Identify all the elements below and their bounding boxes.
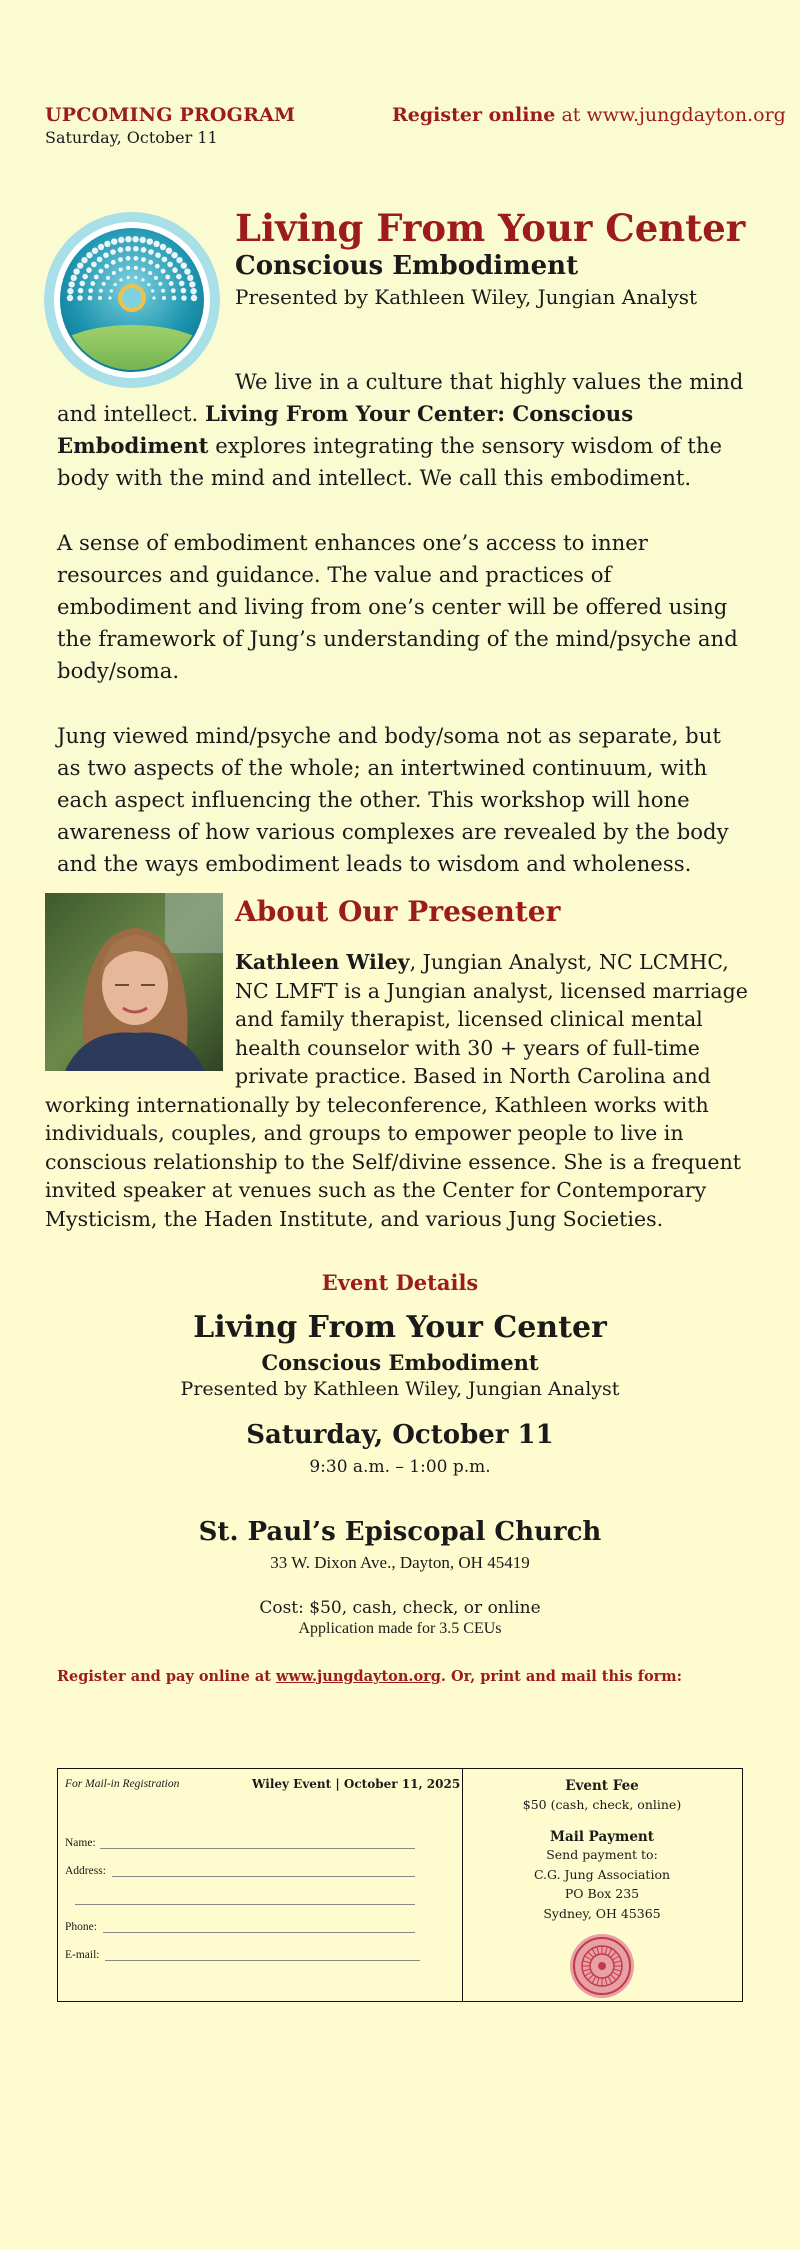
program-label: UPCOMING PROGRAM	[45, 104, 296, 126]
intro-paragraph-2: A sense of embodiment enhances one’s access to inner resources and guidance. The value and practices of embodiment and living from one’s center will be offered using the framework of Jung’s understanding of the mind/psyche and body/soma.	[57, 530, 738, 683]
register-link[interactable]: www.jungdayton.org	[276, 1668, 441, 1685]
email-line[interactable]	[105, 1960, 420, 1961]
address-line[interactable]	[112, 1876, 415, 1877]
event-venue: St. Paul’s Episcopal Church	[198, 1517, 602, 1547]
program-description	[57, 366, 747, 913]
payment-panel	[463, 1769, 741, 2001]
mail-line: Send payment to:	[546, 1847, 658, 1862]
center-logo	[42, 210, 222, 390]
event-date: Saturday, October 11	[246, 1420, 554, 1450]
event-presenter: Presented by Kathleen Wiley, Jungian Analyst	[180, 1378, 620, 1400]
program-title-block	[235, 208, 745, 309]
event-details-label: Event Details	[321, 1270, 479, 1295]
program-subtitle: Conscious Embodiment	[235, 250, 579, 281]
mail-line: Sydney, OH 45365	[543, 1905, 661, 1921]
program-title: Living From Your Center	[235, 206, 746, 250]
phone-line[interactable]	[103, 1932, 415, 1933]
association-seal-icon	[569, 1933, 635, 1999]
event-time: 9:30 a.m. – 1:00 p.m.	[309, 1457, 491, 1477]
intro-bold-title: Living From Your Center: Conscious Embodiment	[57, 401, 634, 458]
intro-paragraph-1: We live in a culture that highly values the mind and intellect. Living From Your Center: Conscious Embodiment explores integrating the sensory wisdom of the body with the mind and intellect. We call this embodiment.	[57, 369, 744, 490]
header-date: Saturday, October 11	[45, 128, 218, 147]
form-fields-panel	[58, 1769, 463, 2001]
name-line[interactable]	[100, 1848, 415, 1849]
register-url: at www.jungdayton.org	[555, 104, 786, 126]
presenter-bio-text: , Jungian Analyst, NC LCMHC, NC LMFT is a Jungian analyst, licensed marriage and family therapist, licensed clinical mental health counselor with 30 + years of full-time private practice. Based in North Carolina and working internationally by teleconference, Kathleen works with individuals, couples, and groups to empower people to live in conscious relationship to the Self/divine essence. She is a frequent invited speaker at venues such as the Center for Contemporary Mysticism, the Haden Institute, and various Jung Societies.	[45, 950, 748, 1231]
fee-title: Event Fee	[565, 1778, 639, 1794]
form-tag: For Mail-in Registration	[65, 1778, 180, 1790]
presenter-bio	[45, 948, 750, 1233]
register-online-link[interactable]	[392, 104, 786, 126]
mail-in-registration-form	[57, 1768, 743, 2002]
event-address: 33 W. Dixon Ave., Dayton, OH 45419	[270, 1553, 530, 1572]
email-field[interactable]: E-mail:	[65, 1949, 100, 1961]
about-title: About Our Presenter	[235, 895, 561, 928]
event-subtitle: Conscious Embodiment	[261, 1350, 539, 1375]
name-field[interactable]: Name:	[65, 1837, 96, 1849]
mail-line: PO Box 235	[564, 1886, 640, 1901]
presenter-name: Kathleen Wiley	[235, 950, 410, 974]
event-title: Living From Your Center	[193, 1310, 607, 1345]
mail-title: Mail Payment	[550, 1829, 654, 1845]
phone-field[interactable]: Phone:	[65, 1921, 97, 1933]
address-field[interactable]: Address:	[65, 1865, 106, 1877]
program-presenter: Presented by Kathleen Wiley, Jungian Analyst	[235, 284, 697, 309]
header-left	[45, 104, 295, 147]
event-cost: Cost: $50, cash, check, or online	[259, 1598, 541, 1618]
mail-line: C.G. Jung Association	[533, 1866, 671, 1882]
register-label: Register online	[392, 104, 556, 126]
address-line-2[interactable]	[75, 1904, 415, 1905]
form-event-line: Wiley Event | October 11, 2025	[252, 1777, 461, 1791]
register-instructions: Register and pay online at www.jungdayton.org. Or, print and mail this form:	[57, 1668, 683, 1685]
intro-paragraph-3: Jung viewed mind/psyche and body/soma not as separate, but as two aspects of the whole; an intertwined continuum, with each aspect influencing the other. This workshop will hone awareness of how various complexes are revealed by the body and the ways embodiment leads to wisdom and wholeness.	[57, 723, 729, 876]
fee-value: $50 (cash, check, online)	[522, 1797, 682, 1812]
event-ceu: Application made for 3.5 CEUs	[298, 1620, 502, 1637]
